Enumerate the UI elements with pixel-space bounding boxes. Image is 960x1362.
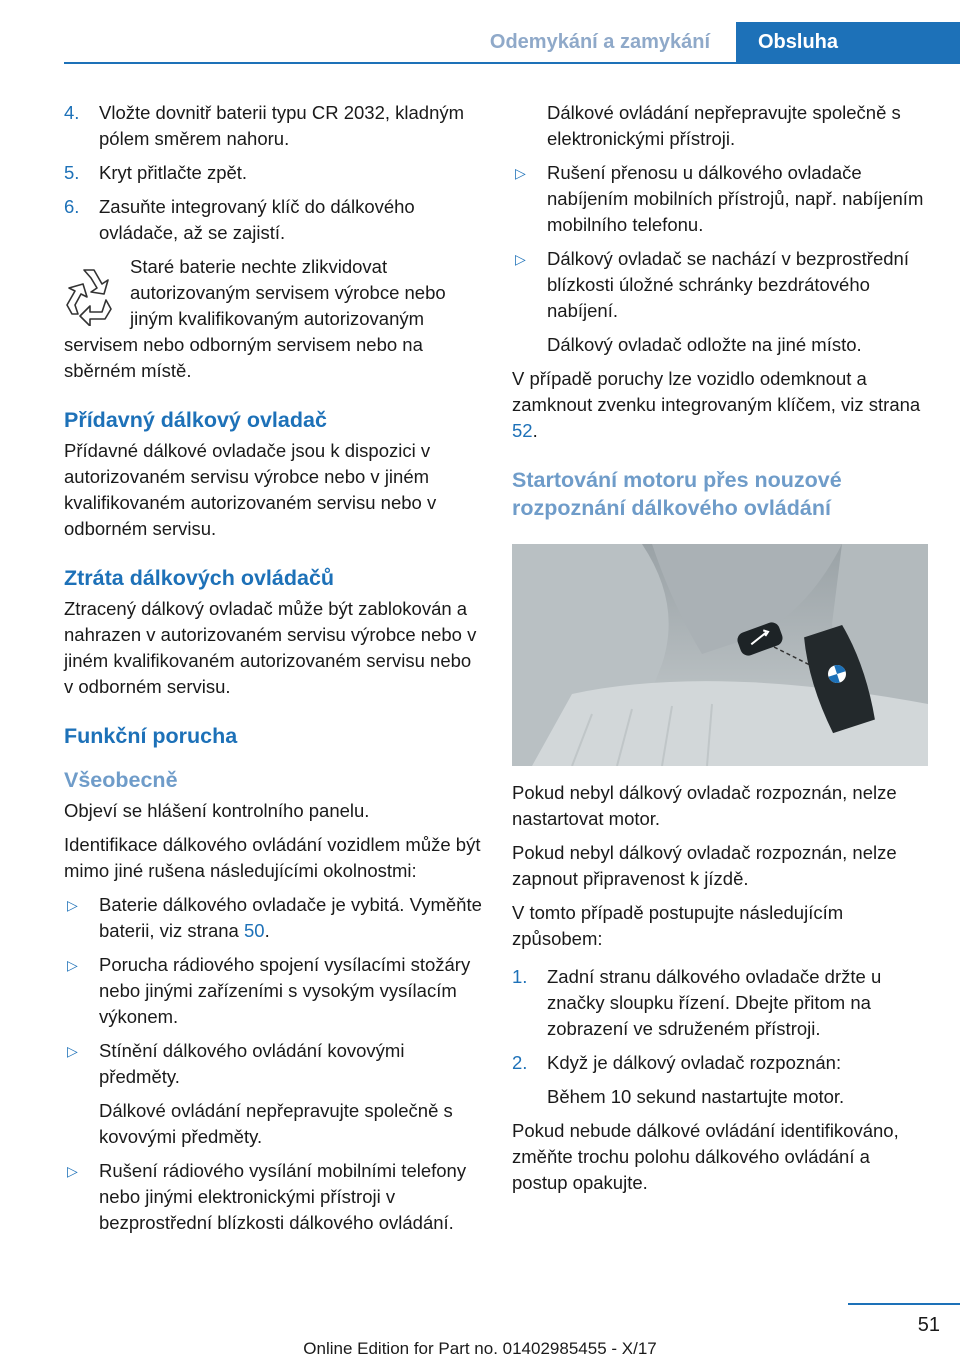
paragraph-text-end: . <box>532 420 538 441</box>
step-number: 5. <box>64 162 80 183</box>
bullet-text: Stínění dálkového ovládání kovovými předměty. <box>99 1040 405 1087</box>
step-number: 4. <box>64 102 80 123</box>
triangle-bullet-icon: ▷ <box>67 957 78 973</box>
subheading-general: Všeobecně <box>64 768 178 792</box>
bullet-item <box>64 1038 482 1090</box>
step-5 <box>64 160 482 186</box>
triangle-bullet-icon: ▷ <box>67 1043 78 1059</box>
step-text: Zadní stranu dálkového ovladače držte u značky sloupku řízení. Dbejte přitom na zobrazení ve sdruženém přístroji. <box>547 966 882 1039</box>
paragraph: Identifikace dálkového ovládání vozidlem může být mimo jiné rušena následujícími okolnostmi: <box>64 834 481 881</box>
paragraph: Pokud nebyl dálkový ovladač rozpoznán, nelze nastartovat motor. <box>512 782 897 829</box>
page-link[interactable]: 52 <box>512 420 533 441</box>
bullet-text-end: . <box>264 920 270 941</box>
paragraph: Pokud nebude dálkové ovládání identifikováno, změňte trochu polohu dálkového ovládání a postup opakujte. <box>512 1120 899 1193</box>
page-number: 51 <box>917 1314 940 1336</box>
bullet-subtext: Dálkové ovládání nepřepravujte společně s elektronickými přístroji. <box>547 102 901 149</box>
step-text: Když je dálkový ovladač rozpoznán: <box>547 1052 842 1073</box>
recycle-icon <box>64 260 120 326</box>
triangle-bullet-icon: ▷ <box>67 897 78 913</box>
bullet-item <box>512 160 930 238</box>
bullet-subtext: Dálkové ovládání nepřepravujte společně s kovovými předměty. <box>99 1100 453 1147</box>
recycle-note <box>64 254 482 384</box>
bullet-item <box>512 246 930 324</box>
heading-emergency-start: Startování motoru přes nouzové rozpoznání dálkového ovládání <box>512 468 842 520</box>
step-number: 1. <box>512 966 528 987</box>
heading-additional-remote: Přídavný dálkový ovladač <box>64 408 327 432</box>
paragraph: Objeví se hlášení kontrolního panelu. <box>64 800 370 821</box>
triangle-bullet-icon: ▷ <box>515 251 526 267</box>
bullet-subtext: Dálkový ovladač odložte na jiné místo. <box>547 334 862 355</box>
step-4 <box>64 100 482 152</box>
step-number: 2. <box>512 1052 528 1073</box>
edition-note: Online Edition for Part no. 01402985455 - X/17 <box>303 1339 657 1358</box>
bullet-text: Rušení rádiového vysílání mobilními telefony nebo jinými elektronickými přístroji v bezprostřední blízkosti dálkového ovládání. <box>99 1160 467 1233</box>
step-text: Zasuňte integrovaný klíč do dálkového ovládače, až se zajistí. <box>99 196 415 243</box>
chapter-tab[interactable]: Obsluha <box>736 22 960 62</box>
heading-loss: Ztráta dálkových ovládačů <box>64 566 335 590</box>
paragraph: Přídavné dálkové ovladače jsou k dispozici v autorizovaném servisu výrobce nebo v jiném kvalifikovaném autorizovaném servisu nebo v odborném servisu. <box>64 440 437 539</box>
paragraph: V tomto případě postupujte následujícím způsobem: <box>512 902 844 949</box>
bullet-text: Rušení přenosu u dálkového ovladače nabíjením mobilních přístrojů, např. nabíjením mobilního telefonu. <box>547 162 924 235</box>
bullet-item <box>64 892 482 944</box>
header-rule <box>64 62 960 64</box>
paragraph: Pokud nebyl dálkový ovladač rozpoznán, nelze zapnout připravenost k jízdě. <box>512 842 897 889</box>
step-text: Vložte dovnitř baterii typu CR 2032, kladným pólem směrem nahoru. <box>99 102 465 149</box>
recycle-text: Staré baterie nechte zlikvidovat autorizovaným servisem výrobce nebo jiným kvalifikovaným autorizovaným servisem nebo odborným servisem nebo na sběrném místě. <box>64 256 446 381</box>
bullet-item <box>64 952 482 1030</box>
steering-column-photo <box>512 544 928 766</box>
right-column <box>512 100 930 1204</box>
step-number: 6. <box>64 196 80 217</box>
bullet-item <box>64 1158 482 1236</box>
paragraph-text: V případě poruchy lze vozidlo odemknout a zamknout zvenku integrovaným klíčem, viz strana <box>512 368 921 415</box>
page-link[interactable]: 50 <box>243 920 265 941</box>
left-column <box>64 100 482 1244</box>
triangle-bullet-icon: ▷ <box>515 165 526 181</box>
bullet-text: Porucha rádiového spojení vysílacími stožáry nebo jinými zařízeními s vysokým vysílacím výkonem. <box>99 954 471 1027</box>
triangle-bullet-icon: ▷ <box>67 1163 78 1179</box>
step-text: Kryt přitlačte zpět. <box>99 162 248 183</box>
step-subtext: Během 10 sekund nastartujte motor. <box>547 1086 845 1107</box>
bullet-text: Dálkový ovladač se nachází v bezprostřední blízkosti úložné schránky bezdrátového nabíjení. <box>547 248 909 321</box>
paragraph <box>512 366 930 444</box>
footer-rule <box>848 1303 960 1305</box>
heading-malfunction: Funkční porucha <box>64 724 238 748</box>
step-2 <box>512 1050 930 1076</box>
section-title: Odemykání a zamykání <box>489 31 710 53</box>
step-6 <box>64 194 482 246</box>
bullet-text: Baterie dálkového ovladače je vybitá. Vyměňte baterii, viz strana <box>99 894 482 941</box>
step-1 <box>512 964 930 1042</box>
paragraph: Ztracený dálkový ovladač může být zablokován a nahrazen v autorizovaném servisu výrobce nebo v jiném kvalifikovaném autorizovaném servisu nebo v odborném servisu. <box>64 598 477 697</box>
